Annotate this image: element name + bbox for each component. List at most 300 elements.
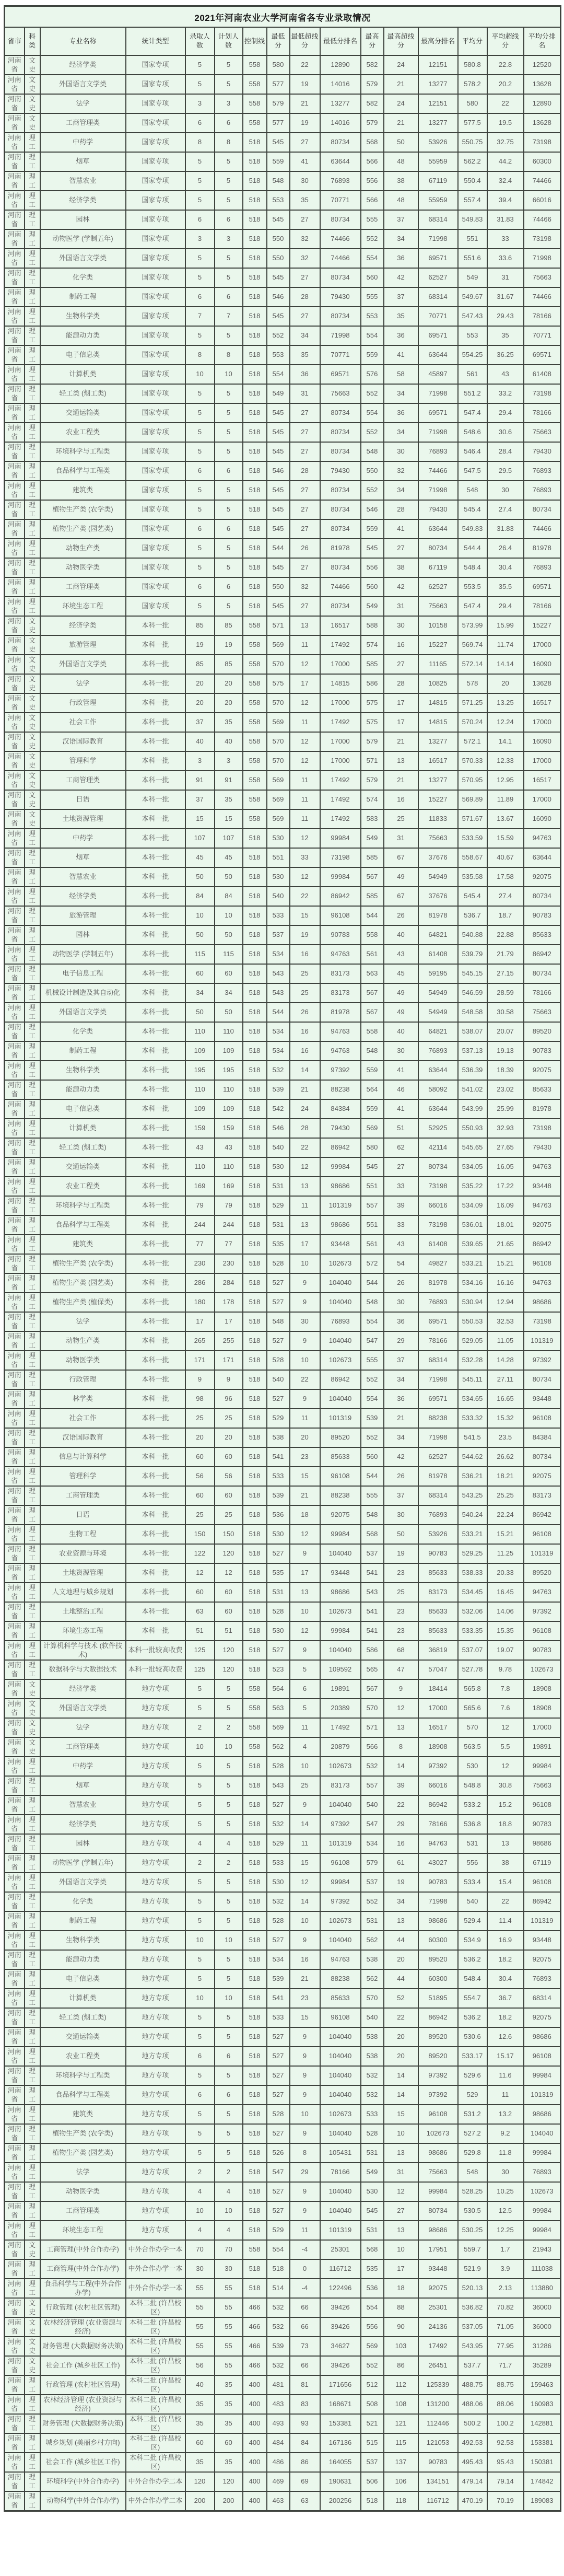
table-cell: 15.59 — [487, 829, 524, 848]
cell-province: 河南省 — [5, 442, 25, 461]
table-cell: 理工 — [25, 2066, 40, 2085]
table-cell: 本科一批 — [126, 1563, 185, 1583]
table-cell: 地方专项 — [126, 1989, 185, 2008]
table-cell: 122 — [185, 1544, 215, 1563]
table-cell: 园林 — [40, 1834, 126, 1853]
table-cell: 中药学 — [40, 1757, 126, 1776]
table-cell: 60 — [215, 1583, 243, 1602]
table-row — [5, 1989, 561, 2008]
table-cell: 理工 — [25, 1776, 40, 1795]
table-cell: 17 — [290, 1235, 320, 1254]
table-cell: 540 — [267, 887, 290, 906]
table-cell: 527 — [267, 1544, 290, 1563]
table-cell: 国家专项 — [126, 249, 185, 268]
table-cell: 540 — [361, 1795, 384, 1815]
table-cell: 5 — [215, 1699, 243, 1718]
table-cell: 80734 — [320, 133, 361, 152]
table-cell: 法学 — [40, 2163, 126, 2182]
table-cell: 14815 — [418, 693, 458, 713]
table-cell: 150381 — [524, 2453, 561, 2472]
table-cell: 本科一批 — [126, 1157, 185, 1177]
table-cell: 569 — [267, 771, 290, 790]
table-cell: 31 — [384, 829, 418, 848]
table-cell: 能源动力类 — [40, 1950, 126, 1969]
table-cell: 理工 — [25, 945, 40, 964]
table-cell: 546.59 — [458, 983, 487, 1003]
table-cell: 国家专项 — [126, 442, 185, 461]
table-cell: 5 — [215, 1969, 243, 1989]
table-cell: 540 — [458, 1892, 487, 1911]
table-cell: 37 — [384, 287, 418, 307]
table-cell: 地方专项 — [126, 2085, 185, 2105]
table-cell: 76893 — [524, 558, 561, 577]
cell-province: 河南省 — [5, 210, 25, 229]
cell-province: 河南省 — [5, 307, 25, 326]
table-cell: 17000 — [524, 751, 561, 771]
table-cell: 529.4 — [458, 1911, 487, 1931]
table-cell: 57047 — [418, 1660, 458, 1679]
table-cell: 527 — [267, 2047, 290, 2066]
table-cell: 55 — [185, 2337, 215, 2356]
table-cell: 理工 — [25, 887, 40, 906]
cell-province: 河南省 — [5, 771, 25, 790]
table-cell: 518 — [243, 1235, 267, 1254]
table-cell: 104040 — [320, 2027, 361, 2047]
table-cell: 131200 — [418, 2395, 458, 2414]
table-cell: 551 — [458, 229, 487, 249]
cell-province: 河南省 — [5, 577, 25, 597]
table-row — [5, 1757, 561, 1776]
cell-province: 河南省 — [5, 809, 25, 829]
table-cell: 566 — [361, 1737, 384, 1757]
table-cell: 115 — [384, 2433, 418, 2453]
table-cell: 40 — [185, 2375, 215, 2395]
table-cell: 585 — [361, 848, 384, 867]
table-cell: 80734 — [320, 268, 361, 287]
table-cell: 12.24 — [487, 713, 524, 732]
table-cell: 64821 — [418, 925, 458, 945]
table-cell: 527 — [267, 2182, 290, 2201]
table-cell: 558 — [243, 809, 267, 829]
table-cell: 5 — [215, 1776, 243, 1795]
table-cell: 527 — [267, 1795, 290, 1815]
table-cell: 17951 — [418, 2240, 458, 2259]
table-cell: 518 — [243, 1989, 267, 2008]
table-cell: 理工 — [25, 2027, 40, 2047]
table-cell: 17 — [290, 674, 320, 693]
table-cell: 2 — [215, 1853, 243, 1873]
table-cell: 23 — [384, 1602, 418, 1621]
table-cell: 11 — [290, 1409, 320, 1428]
table-cell: 518 — [243, 1815, 267, 1834]
table-cell: 文史 — [25, 1699, 40, 1718]
table-cell: 10 — [290, 1351, 320, 1370]
table-row — [5, 384, 561, 403]
table-cell: -4 — [290, 2279, 320, 2298]
table-cell: 汉语国际教育 — [40, 1428, 126, 1447]
table-cell: 理工 — [25, 1641, 40, 1660]
table-cell: 56 — [215, 1467, 243, 1486]
table-cell: 574 — [361, 635, 384, 655]
table-row — [5, 2182, 561, 2201]
table-cell: 50 — [215, 925, 243, 945]
table-cell: 文史 — [25, 771, 40, 790]
table-cell: 86942 — [524, 1235, 561, 1254]
cell-province: 河南省 — [5, 1177, 25, 1196]
table-cell: 83 — [290, 2395, 320, 2414]
table-cell: 本科一批 — [126, 1486, 185, 1505]
table-cell: 52925 — [418, 1119, 458, 1138]
table-cell: 5 — [185, 55, 215, 75]
table-cell: 85633 — [320, 1447, 361, 1467]
table-cell: 551 — [267, 848, 290, 867]
table-cell: 530 — [267, 1157, 290, 1177]
table-cell: 518 — [243, 1254, 267, 1273]
table-row — [5, 1776, 561, 1795]
cell-province: 河南省 — [5, 423, 25, 442]
table-cell: 549 — [361, 829, 384, 848]
table-cell: 本科一批 — [126, 1003, 185, 1022]
table-cell: 527 — [267, 1331, 290, 1351]
table-cell: 11833 — [418, 809, 458, 829]
table-cell: 理工 — [25, 1080, 40, 1099]
table-cell: 5 — [185, 2008, 215, 2027]
table-cell: 53926 — [418, 1525, 458, 1544]
table-cell: 9 — [290, 2027, 320, 2047]
table-cell: 116712 — [320, 2259, 361, 2279]
table-cell: 环境科学与工程类 — [40, 1196, 126, 1215]
table-cell: 569 — [361, 1119, 384, 1138]
table-cell: 530 — [458, 1757, 487, 1776]
table-cell: 国家专项 — [126, 55, 185, 75]
table-cell: 10 — [185, 2201, 215, 2221]
table-cell: 80734 — [320, 423, 361, 442]
table-cell: 531 — [458, 1834, 487, 1853]
table-cell: 12.25 — [487, 2221, 524, 2240]
cell-province: 河南省 — [5, 1041, 25, 1061]
table-cell: 理工 — [25, 519, 40, 539]
table-cell: 492.53 — [458, 2433, 487, 2453]
table-cell: 11 — [290, 713, 320, 732]
table-cell: 81978 — [418, 906, 458, 925]
table-cell: 518 — [243, 1583, 267, 1602]
table-row — [5, 2491, 561, 2511]
table-cell: 559 — [361, 1099, 384, 1119]
cell-province: 河南省 — [5, 1699, 25, 1718]
table-cell: 66 — [290, 2356, 320, 2375]
table-cell: 70771 — [524, 326, 561, 345]
table-cell: 96108 — [524, 1254, 561, 1273]
cell-province: 河南省 — [5, 2356, 25, 2375]
table-cell: 智慧农业 — [40, 867, 126, 887]
table-cell: 90783 — [524, 1641, 561, 1660]
cell-province: 河南省 — [5, 1080, 25, 1099]
table-cell: 550 — [267, 229, 290, 249]
table-cell: 528 — [267, 1351, 290, 1370]
table-cell: 79 — [185, 1196, 215, 1215]
table-cell: 556 — [361, 171, 384, 191]
column-header: 专业名称 — [40, 27, 126, 55]
table-row — [5, 94, 561, 113]
table-cell: 中药学 — [40, 133, 126, 152]
table-cell: 568 — [361, 2240, 384, 2259]
table-cell: 547.4 — [458, 403, 487, 423]
table-cell: 69571 — [524, 577, 561, 597]
table-cell: 518 — [243, 1080, 267, 1099]
table-cell: 27.4 — [487, 500, 524, 519]
table-row — [5, 1641, 561, 1660]
cell-province: 河南省 — [5, 2066, 25, 2085]
table-cell: 5 — [215, 1815, 243, 1834]
table-cell: 5.5 — [487, 1737, 524, 1757]
table-cell: 27.65 — [487, 1138, 524, 1157]
table-cell: 545 — [267, 500, 290, 519]
table-cell: 68314 — [418, 1351, 458, 1370]
table-cell: 536.01 — [458, 1215, 487, 1235]
table-cell: 法学 — [40, 674, 126, 693]
column-header: 录取人数 — [185, 27, 215, 55]
table-cell: 586 — [361, 674, 384, 693]
table-cell: 22.24 — [487, 1505, 524, 1525]
table-cell: 518 — [243, 2163, 267, 2182]
table-cell: 33 — [290, 848, 320, 867]
table-cell: 37 — [384, 210, 418, 229]
cell-province: 河南省 — [5, 2259, 25, 2279]
table-cell: 518 — [267, 2259, 290, 2279]
table-cell: 518 — [243, 210, 267, 229]
table-cell: 30.4 — [487, 558, 524, 577]
table-cell: 41 — [384, 1099, 418, 1119]
cell-province: 河南省 — [5, 113, 25, 133]
table-cell: 11 — [290, 635, 320, 655]
table-cell: 理工 — [25, 1486, 40, 1505]
table-cell: 537 — [267, 925, 290, 945]
table-cell: 17 — [215, 1312, 243, 1331]
table-cell: 98 — [185, 1389, 215, 1409]
table-cell: 动物医学 (学制五年) — [40, 229, 126, 249]
cell-province: 河南省 — [5, 1931, 25, 1950]
table-cell: 55959 — [418, 191, 458, 210]
table-cell: 529.8 — [458, 2143, 487, 2163]
table-cell: 29.5 — [487, 461, 524, 481]
table-cell: 文史 — [25, 2240, 40, 2259]
table-cell: 86942 — [418, 2008, 458, 2027]
table-row — [5, 790, 561, 809]
table-cell: 土地资源管理 — [40, 1563, 126, 1583]
table-cell: 527.78 — [458, 1660, 487, 1679]
table-cell: 110 — [185, 1022, 215, 1041]
cell-province: 河南省 — [5, 983, 25, 1003]
table-cell: 85633 — [320, 1989, 361, 2008]
table-cell: 27 — [290, 210, 320, 229]
table-cell: 99984 — [320, 1873, 361, 1892]
table-cell: 本科一批 — [126, 1293, 185, 1312]
table-cell: 6 — [215, 210, 243, 229]
table-cell: 地方专项 — [126, 1873, 185, 1892]
table-cell: 60 — [185, 2433, 215, 2453]
column-header: 平均分 — [458, 27, 487, 55]
table-cell: 545 — [267, 307, 290, 326]
table-cell: 37 — [185, 713, 215, 732]
table-cell: 35 — [215, 2395, 243, 2414]
table-cell: 71998 — [418, 423, 458, 442]
table-cell: 9.78 — [487, 1660, 524, 1679]
table-cell: 51 — [215, 1621, 243, 1641]
table-cell: 地方专项 — [126, 1950, 185, 1969]
table-cell: 外国语言文学类 — [40, 1873, 126, 1892]
table-cell: 63644 — [418, 1061, 458, 1080]
table-cell: 国家专项 — [126, 191, 185, 210]
table-cell: 102673 — [418, 2124, 458, 2143]
table-cell: 63644 — [418, 345, 458, 365]
table-cell: 80734 — [418, 539, 458, 558]
table-row — [5, 113, 561, 133]
table-cell: 558 — [243, 751, 267, 771]
table-cell: 159 — [215, 1119, 243, 1138]
table-cell: 547.43 — [458, 307, 487, 326]
table-cell: 545.65 — [458, 1138, 487, 1157]
cell-province: 河南省 — [5, 55, 25, 75]
table-cell: 计算机类 — [40, 1119, 126, 1138]
table-cell: 104040 — [320, 2124, 361, 2143]
table-cell: 84 — [290, 2433, 320, 2453]
table-cell: 15227 — [418, 790, 458, 809]
table-cell: 10.25 — [487, 2182, 524, 2201]
table-cell: 546 — [267, 461, 290, 481]
table-cell: 13 — [290, 1583, 320, 1602]
table-row — [5, 1583, 561, 1602]
table-row — [5, 2240, 561, 2259]
table-cell: 76893 — [524, 481, 561, 500]
table-cell: 66016 — [524, 191, 561, 210]
table-cell: 171 — [185, 1351, 215, 1370]
table-cell: 107 — [215, 829, 243, 848]
table-cell: 100.2 — [487, 2414, 524, 2433]
table-cell: 10 — [290, 1602, 320, 1621]
table-cell: 518 — [243, 268, 267, 287]
table-row — [5, 1486, 561, 1505]
table-cell: 外国语言文学类 — [40, 249, 126, 268]
table-cell: 518 — [243, 2279, 267, 2298]
table-cell: 92075 — [524, 867, 561, 887]
table-cell: 地方专项 — [126, 1757, 185, 1776]
table-cell: 534 — [267, 1022, 290, 1041]
table-cell: 12890 — [524, 94, 561, 113]
cell-province: 河南省 — [5, 1022, 25, 1041]
table-cell: 40 — [384, 1022, 418, 1041]
table-cell: 5 — [185, 2105, 215, 2124]
table-cell: 112 — [384, 2375, 418, 2395]
table-cell: 558 — [243, 1699, 267, 1718]
table-cell: 544 — [267, 539, 290, 558]
table-cell: 理工 — [25, 268, 40, 287]
cell-province: 河南省 — [5, 2491, 25, 2511]
table-cell: 44 — [384, 1931, 418, 1950]
table-cell: 78166 — [320, 2163, 361, 2182]
table-row — [5, 925, 561, 945]
table-row — [5, 1525, 561, 1544]
table-row — [5, 1312, 561, 1331]
table-cell: 32 — [290, 249, 320, 268]
table-cell: 19.5 — [487, 113, 524, 133]
table-cell: 533.21 — [458, 1525, 487, 1544]
table-cell: 60300 — [524, 152, 561, 171]
table-cell: 13277 — [418, 732, 458, 751]
table-cell: 545 — [361, 1157, 384, 1177]
cell-province: 河南省 — [5, 1331, 25, 1351]
table-cell: 63 — [290, 2491, 320, 2511]
cell-province: 河南省 — [5, 2124, 25, 2143]
table-cell: 571 — [361, 1718, 384, 1737]
table-row — [5, 1003, 561, 1022]
table-cell: 39 — [384, 1196, 418, 1215]
table-cell: 518 — [243, 1428, 267, 1447]
cell-province: 河南省 — [5, 94, 25, 113]
table-cell: 理工 — [25, 848, 40, 867]
table-cell: 理工 — [25, 1273, 40, 1293]
table-cell: 中外合作办学一本 — [126, 2240, 185, 2259]
table-cell: 80734 — [320, 500, 361, 519]
table-cell: 本科一批 — [126, 848, 185, 867]
table-cell: 69571 — [320, 365, 361, 384]
table-cell: 88238 — [320, 1969, 361, 1989]
table-cell: 574 — [361, 790, 384, 809]
table-cell: 75663 — [418, 829, 458, 848]
table-cell: 53926 — [418, 133, 458, 152]
table-cell: 80734 — [320, 481, 361, 500]
table-cell: 580.8 — [458, 55, 487, 75]
table-cell: 571.25 — [458, 693, 487, 713]
table-cell: 549.83 — [458, 210, 487, 229]
table-cell: 550 — [267, 249, 290, 268]
table-cell: 110 — [185, 1157, 215, 1177]
table-cell: 地方专项 — [126, 2201, 185, 2221]
table-cell: 60300 — [418, 1969, 458, 1989]
cell-province: 河南省 — [5, 1215, 25, 1235]
table-cell: 理工 — [25, 1853, 40, 1873]
table-cell: 理工 — [25, 577, 40, 597]
table-cell: 26 — [384, 1273, 418, 1293]
table-cell: 10 — [185, 365, 215, 384]
table-cell: 571.67 — [458, 809, 487, 829]
table-cell: 45 — [185, 848, 215, 867]
table-cell: 5 — [185, 423, 215, 442]
table-cell: 545 — [267, 597, 290, 616]
table-cell: 94763 — [524, 1273, 561, 1293]
table-cell: 91 — [215, 771, 243, 790]
table-cell: 15227 — [418, 635, 458, 655]
table-cell: 110 — [215, 1080, 243, 1099]
cell-province: 河南省 — [5, 558, 25, 577]
table-cell: 植物生产类 (园艺类) — [40, 2143, 126, 2163]
table-cell: 12 — [290, 693, 320, 713]
table-cell: 理工 — [25, 1989, 40, 2008]
table-cell: 554 — [361, 1312, 384, 1331]
table-cell: 518 — [243, 481, 267, 500]
table-cell: 36819 — [418, 1641, 458, 1660]
table-cell: 化学类 — [40, 1022, 126, 1041]
table-cell: 518 — [243, 1505, 267, 1525]
table-cell: 104040 — [320, 2085, 361, 2105]
table-cell: 理工 — [25, 1505, 40, 1525]
table-cell: 563 — [361, 964, 384, 983]
table-cell: 旅游管理 — [40, 635, 126, 655]
table-row — [5, 152, 561, 171]
table-cell: 理工 — [25, 1254, 40, 1273]
table-cell: 3 — [185, 751, 215, 771]
table-cell: 60 — [185, 964, 215, 983]
table-cell: 文史 — [25, 693, 40, 713]
